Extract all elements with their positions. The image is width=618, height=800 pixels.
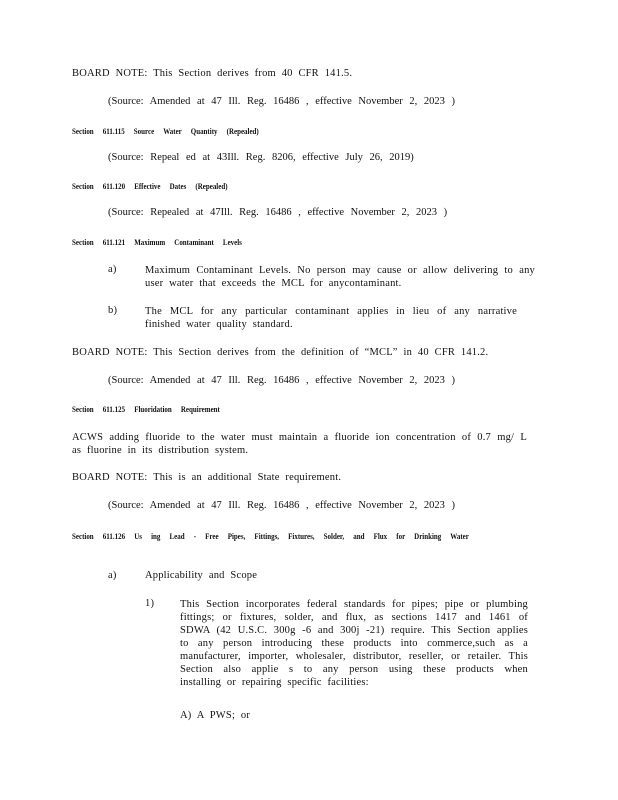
section-heading: Section 611.115 Source Water Quantity (Repealed) [72, 126, 259, 136]
source-note: (Source: Repeal ed at 43Ill. Reg. 8206, effective July 26, 2019) [108, 152, 414, 163]
board-note: BOARD NOTE: This Section derives from the definition of “MCL” in 40 CFR 141.2. [72, 347, 489, 358]
source-note: (Source: Amended at 47 Ill. Reg. 16486 , effective November 2, 2023 ) [108, 500, 455, 511]
list-item-text: This Section incorporates federal standards for pipes; pipe or plumbing fittings; or fixtures, solder, and flux, as sections 1417 and 1461 of SDWA (42 U.S.C. 300g -6 and 300j -21) require. This Section applies to any person introducing these products into commerce,such as a manufacturer, importer, wholesaler, distributor, reseller, or retailer. This Section also applie s to any person using these products when installing or repairing specific facilities: [180, 599, 528, 688]
paragraph: ACWS adding fluoride to the water must maintain a fluoride ion concentration of 0.7 mg/ L as fluorine in its distribution system. [72, 432, 527, 456]
board-note: BOARD NOTE: This is an additional State requirement. [72, 472, 342, 483]
section-heading: Section 611.120 Effective Dates (Repealed) [72, 181, 228, 191]
source-note: (Source: Amended at 47 Ill. Reg. 16486 , effective November 2, 2023 ) [108, 96, 455, 107]
source-note: (Source: Amended at 47 Ill. Reg. 16486 , effective November 2, 2023 ) [108, 375, 455, 386]
list-marker: b) [108, 305, 118, 316]
list-marker: a) [108, 570, 117, 581]
list-item-text: The MCL for any particular contaminant applies in lieu of any narrative finished water quality standard. [145, 306, 517, 330]
list-marker: 1) [145, 598, 155, 609]
source-note: (Source: Repealed at 47Ill. Reg. 16486 , effective November 2, 2023 ) [108, 207, 448, 218]
board-note: BOARD NOTE: This Section derives from 40 CFR 141.5. [72, 68, 353, 79]
section-heading: Section 611.121 Maximum Contaminant Levels [72, 237, 242, 247]
list-item-text: A) A PWS; or [180, 710, 251, 721]
list-marker: a) [108, 264, 117, 275]
section-heading: Section 611.125 Fluoridation Requirement [72, 404, 220, 414]
list-item-text: Maximum Contaminant Levels. No person may cause or allow delivering to any user water that exceeds the MCL for anycontaminant. [145, 265, 535, 289]
list-item-text: Applicability and Scope [145, 570, 258, 581]
section-heading: Section 611.126 Us ing Lead - Free Pipes, Fittings, Fixtures, Solder, and Flux for Drinking Water [72, 531, 469, 541]
